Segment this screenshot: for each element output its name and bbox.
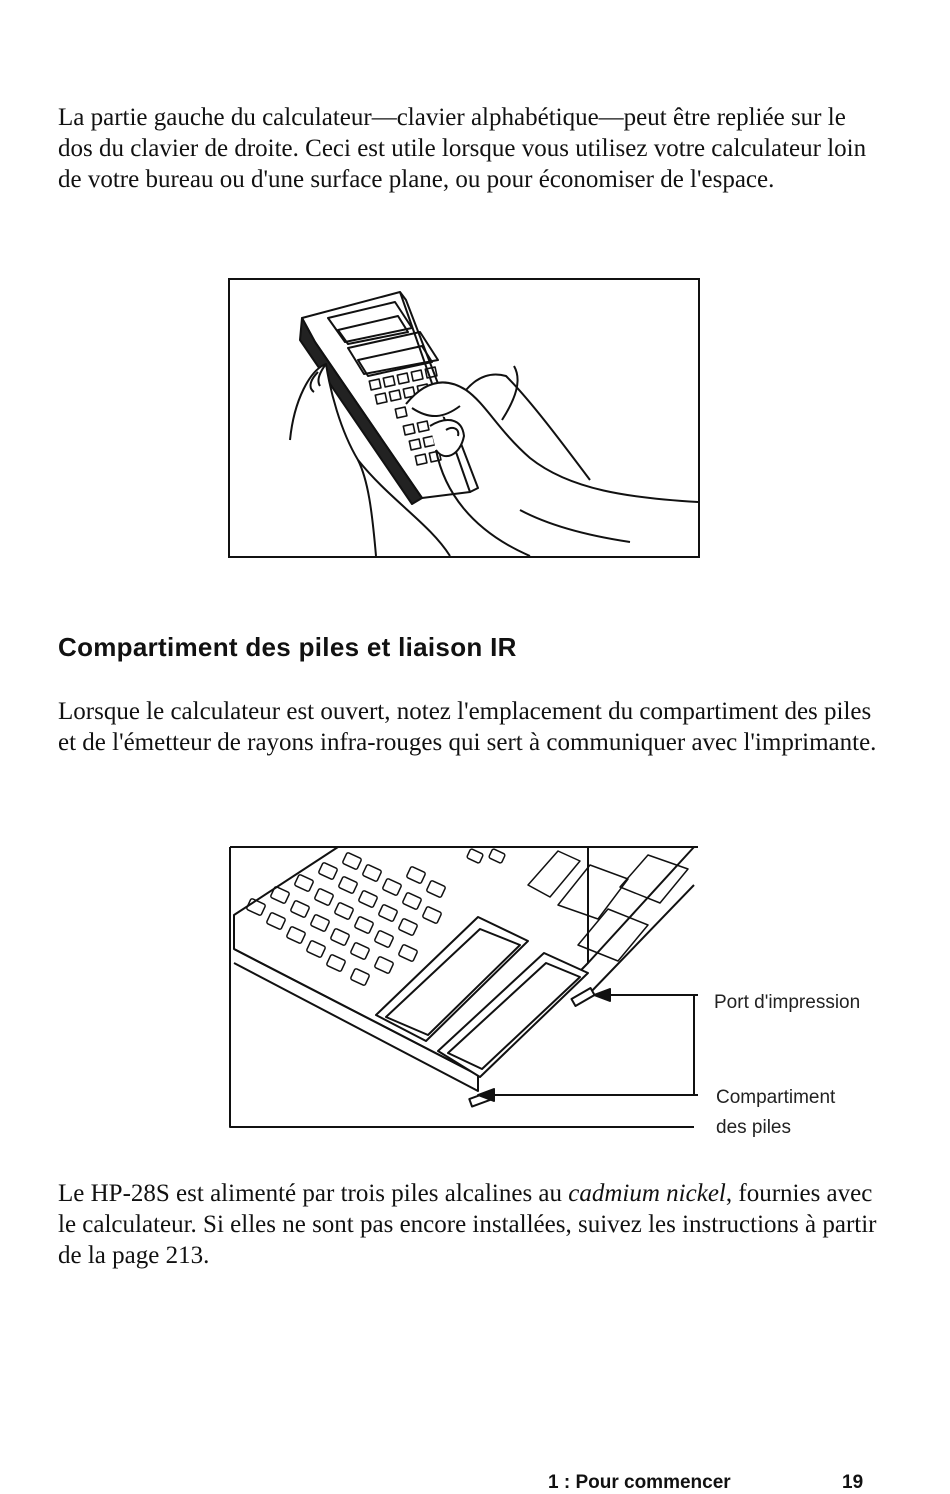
footer-page-number: 19 [842, 1472, 864, 1493]
power-paragraph [58, 1178, 878, 1271]
compartiment-label-line2: des piles [716, 1117, 791, 1138]
port-impression-label: Port d'impression [714, 992, 861, 1013]
power-text-italic: cadmium nickel [568, 1180, 726, 1207]
hands-holding-calculator-drawing [230, 280, 698, 556]
footer-chapter: 1 : Pour commencer [548, 1472, 731, 1493]
open-calculator-drawing [228, 845, 698, 1129]
battery-location-paragraph: Lorsque le calculateur est ouvert, notez l'emplacement du compartiment des piles et de l'émetteur de rayons infra-rouges qui sert à communiquer avec l'imprimante. [58, 698, 877, 756]
folded-calculator-illustration [228, 278, 700, 558]
power-text-end: , fournies avec le calculateur. Si elles ne sont pas encore installées, suivez les instructions à partir de la page 213. [58, 1180, 877, 1269]
open-calculator-illustration [228, 845, 698, 1129]
intro-paragraph: La partie gauche du calculateur—clavier alphabétique—peut être repliée sur le dos du clavier de droite. Ceci est utile lorsque vous utilisez votre calculateur loin de votre bureau ou d'une surface plane, ou pour économiser de l'espace. [58, 104, 867, 193]
section-heading: Compartiment des piles et liaison IR [58, 632, 517, 662]
compartiment-label-line1: Compartiment [716, 1087, 836, 1108]
power-text-start: Le HP-28S est alimenté par trois piles alcalines au [58, 1180, 569, 1207]
